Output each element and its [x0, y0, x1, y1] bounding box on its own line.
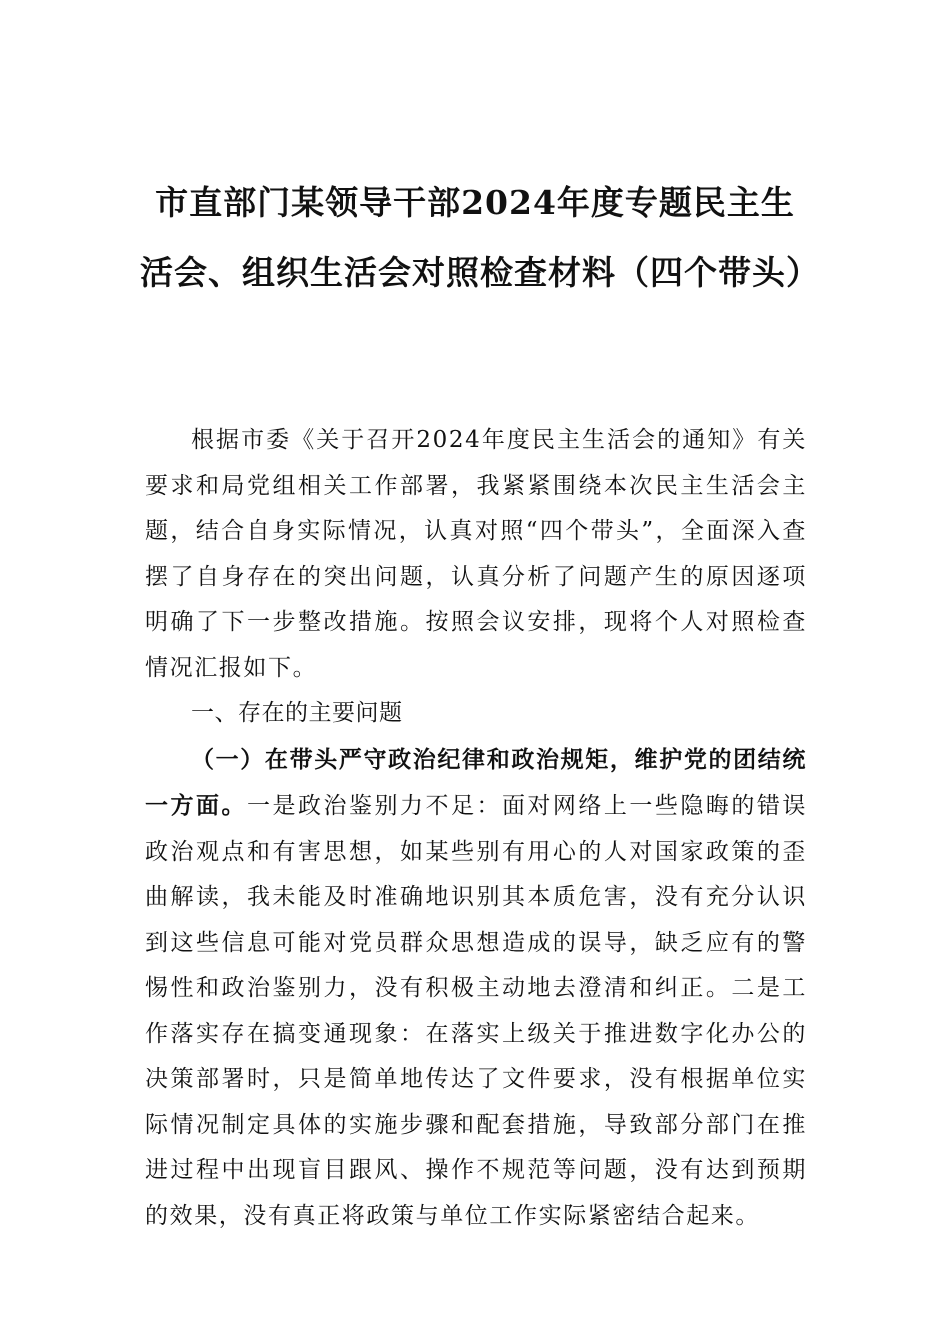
- problem-text: 一是政治鉴别力不足：面对网络上一些隐晦的错误政治观点和有害思想，如某些别有用心的人对国家政策的歪曲解读，我未能及时准确地识别其本质危害，没有充分认识到这些信息可能对党员群众思想造成的误导，缺乏应有的警惕性和政治鉴别力，没有积极主动地去澄清和纠正。二是工作落实存在搞变通现象：在落实上级关于推进数字化办公的决策部署时，只是简单地传达了文件要求，没有根据单位实际情况制定具体的实施步骤和配套措施，导致部分部门在推进过程中出现盲目跟风、操作不规范等问题，没有达到预期的效果，没有真正将政策与单位工作实际紧密结合起来。: [145, 793, 807, 1229]
- section-heading: 一、存在的主要问题: [191, 700, 403, 726]
- document-title: 市直部门某领导干部2024年度专题民主生活会、组织生活会对照检查材料（四个带头）: [140, 183, 820, 292]
- intro-paragraph: 根据市委《关于召开2024年度民主生活会的通知》有关要求和局党组相关工作部署，我紧紧围绕本次民主生活会主题，结合自身实际情况，认真对照“四个带头”，全面深入查摆了自身存在的突出问题，认真分析了问题产生的原因逐项明确了下一步整改措施。按照会议安排，现将个人对照检查情况汇报如下。: [145, 427, 807, 681]
- problem-paragraph: [145, 737, 807, 1240]
- document-body: [145, 418, 807, 1239]
- problem-lead: （一）在带头严守政治纪律和政治规矩，维护党的团结统一方面。: [145, 745, 807, 819]
